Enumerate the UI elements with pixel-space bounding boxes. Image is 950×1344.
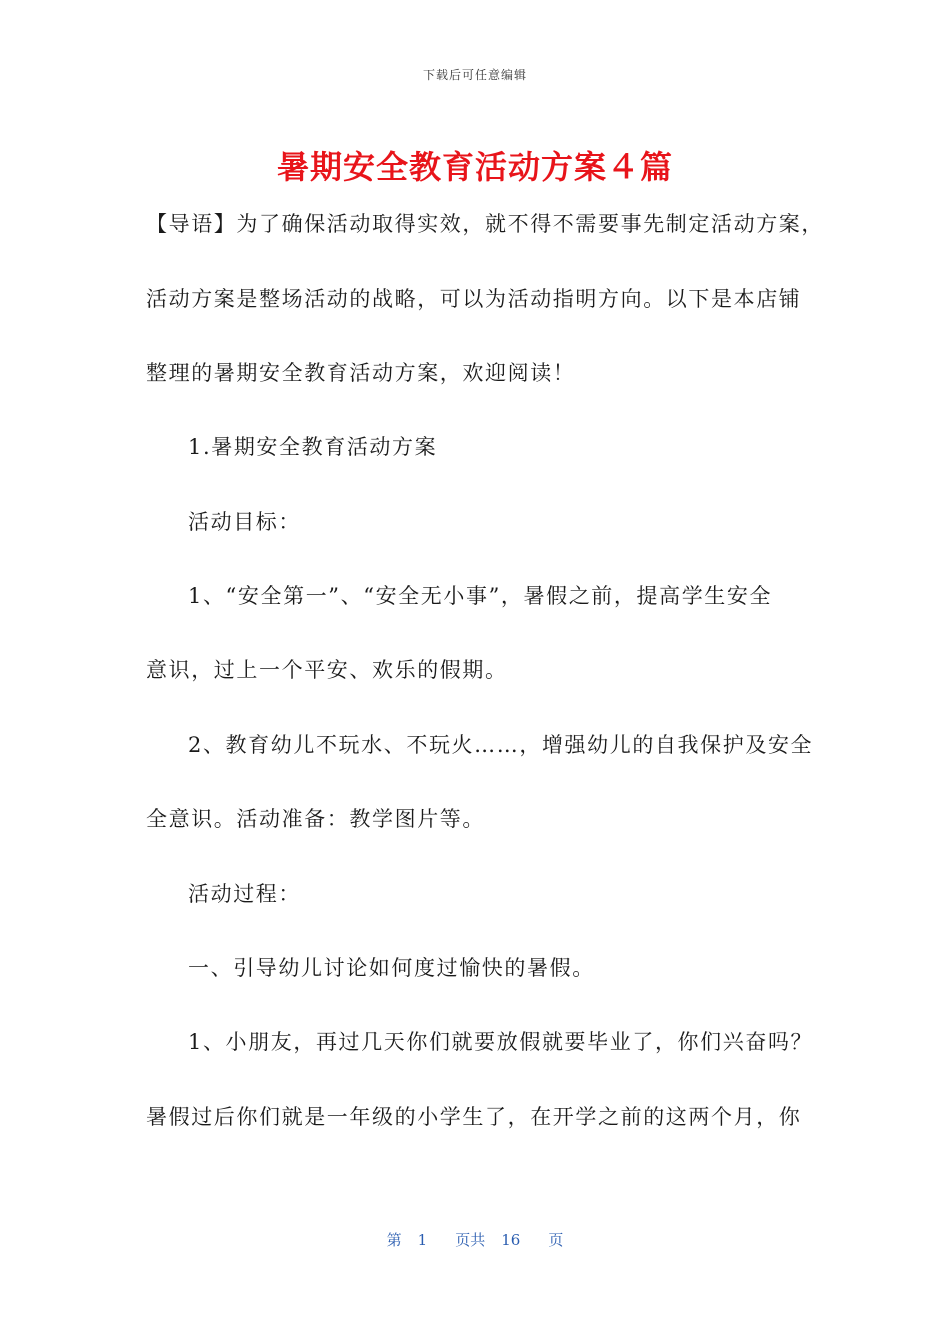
section-heading: 1.暑期安全教育活动方案 [188, 435, 438, 459]
header-note: 下载后可任意编辑 [422, 68, 527, 82]
subheading: 活动过程： [188, 882, 301, 906]
footer-page-suffix: 页 [548, 1231, 564, 1249]
paragraph-line: 活动方案是整场活动的战略，可以为活动指明方向。以下是本店铺 [146, 287, 802, 311]
footer-page-prefix: 第 [386, 1231, 402, 1249]
paragraph-line: 整理的暑期安全教育活动方案，欢迎阅读！ [146, 361, 576, 385]
footer-total-pages: 16 [501, 1231, 521, 1249]
paragraph-line: 一、引导幼儿讨论如何度过愉快的暑假。 [188, 956, 595, 980]
paragraph-line: 【导语】为了确保活动取得实效，就不得不需要事先制定活动方案， [146, 212, 824, 236]
paragraph-line: 1、“安全第一”、“安全无小事”，暑假之前，提高学生安全 [188, 584, 773, 608]
paragraph-line: 2、教育幼儿不玩水、不玩火……，增强幼儿的自我保护及安全 [188, 733, 814, 757]
footer-page-middle: 页共 [455, 1231, 486, 1249]
paragraph-line: 全意识。活动准备：教学图片等。 [146, 807, 485, 831]
document-title: 暑期安全教育活动方案４篇 [276, 148, 673, 186]
paragraph-line: 暑假过后你们就是一年级的小学生了，在开学之前的这两个月，你 [146, 1105, 802, 1129]
footer-page-number: 1 [417, 1231, 428, 1249]
subheading: 活动目标： [188, 510, 301, 534]
paragraph-line: 意识，过上一个平安、欢乐的假期。 [146, 658, 508, 682]
page-footer [0, 1229, 950, 1250]
paragraph-line: 1、小朋友，再过几天你们就要放假就要毕业了，你们兴奋吗？ [188, 1030, 814, 1054]
